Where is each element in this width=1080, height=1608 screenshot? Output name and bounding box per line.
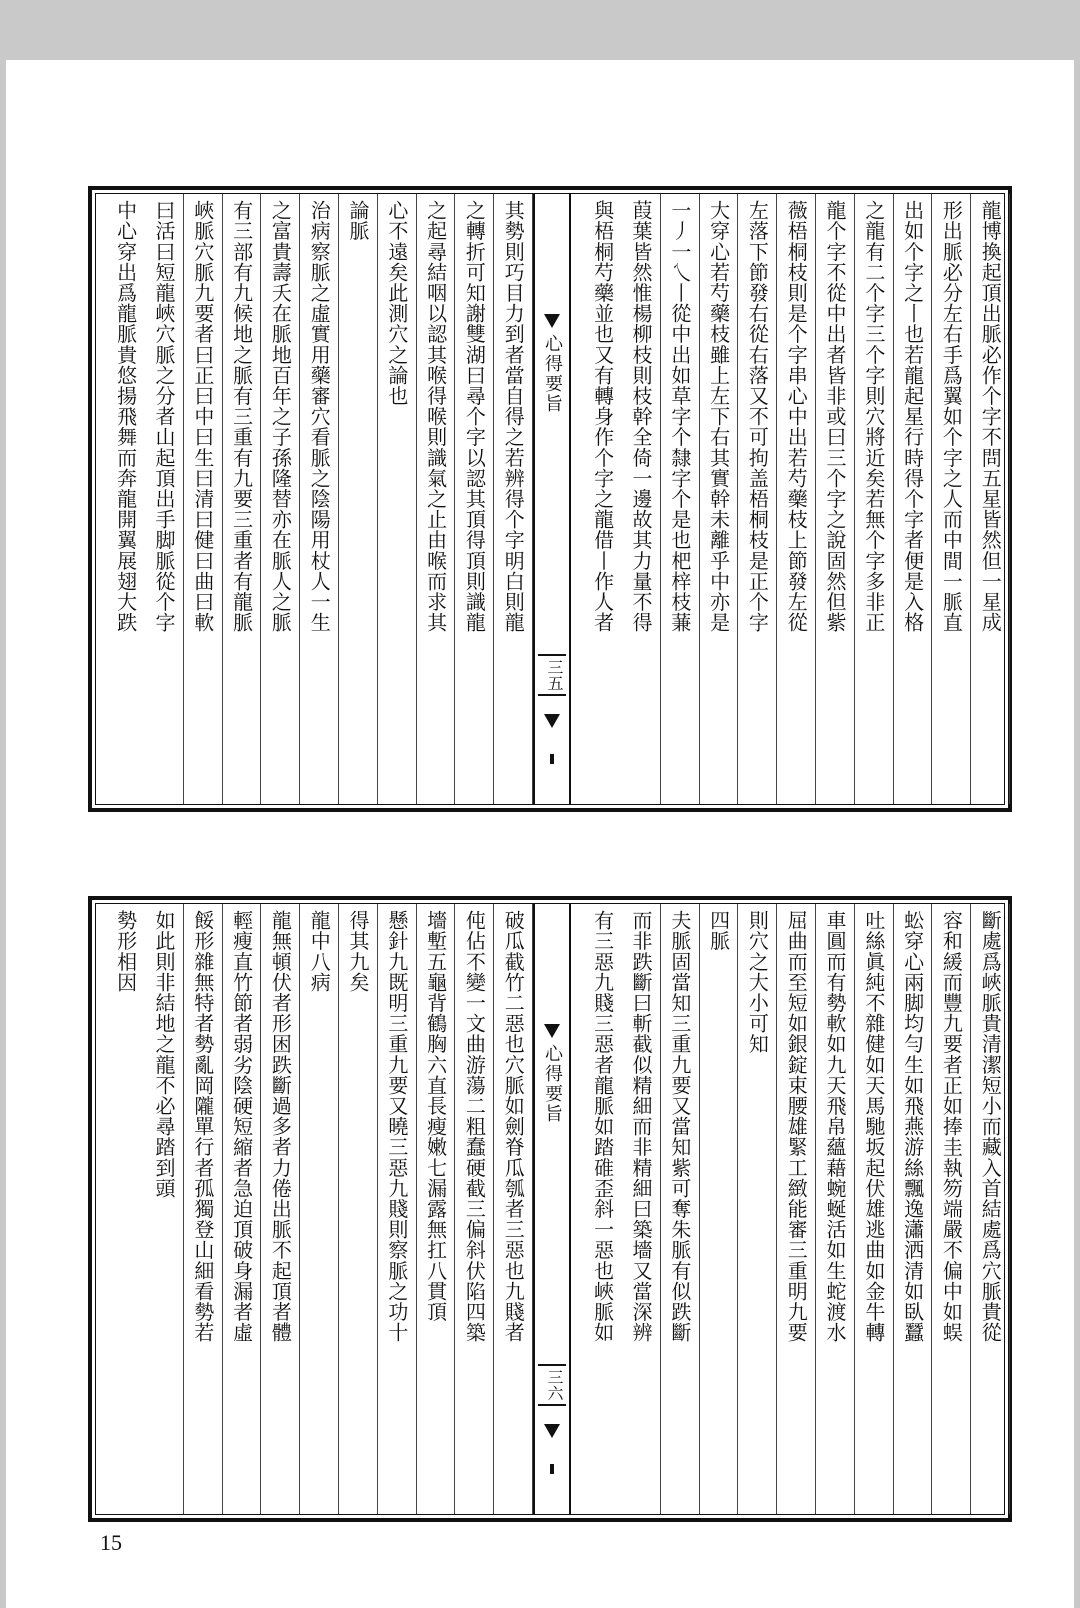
text-column: 車圓而有勢軟如九天飛帛蘊藉蜿蜒活如生蛇渡水	[816, 904, 855, 1514]
text-column: 之轉折可知謝雙湖曰尋个字以認其頂得頂則識龍	[455, 194, 494, 804]
fishtail-mark-icon	[544, 1024, 560, 1038]
text-column: 峽脈穴脈九要者曰正曰中曰生曰清曰健曰曲曰軟	[184, 194, 223, 804]
text-column: 龍無頓伏者形困跌斷過多者力倦出脈不起頂者體	[261, 904, 300, 1514]
text-column: 曰活曰短龍峽穴脈之分者山起頂出手脚脈從个字	[145, 194, 184, 804]
text-column: 屈曲而至短如銀錠束腰雄緊工緻能審三重明九要	[777, 904, 816, 1514]
text-column: 薇梧桐枝則是个字串心中出若芍藥枝上節發左從	[777, 194, 816, 804]
text-column: 之龍有二个字三个字則穴將近矣若無个字多非正	[855, 194, 894, 804]
text-column: 龍个字不從中出者皆非或曰三个字之說固然但紫	[816, 194, 855, 804]
text-column: 蚣穿心兩脚均勻生如飛燕游絲飄逸瀟洒清如臥蠶	[894, 904, 933, 1514]
text-column: 餒形雜無特者勢亂岡隴單行者孤獨登山細看勢若	[184, 904, 223, 1514]
fishtail-mark-icon	[544, 1424, 560, 1438]
left-half-bottom	[96, 904, 533, 1514]
fold-rule	[550, 754, 554, 764]
text-column: 之起尋結咽以認其喉得喉則識氣之止由喉而求其	[417, 194, 456, 804]
section-heading: 論脈	[339, 194, 378, 804]
page-number: 15	[100, 1530, 122, 1555]
text-column: 出如个字之丨也若龍起星行時得个字者便是入格	[894, 194, 933, 804]
text-column: 墻塹五龜背鶴胸六直長瘦嫩七漏露無扛八貫頂	[417, 904, 456, 1514]
text-column: 葭葉皆然惟楊柳枝則枝幹全倚一邊故其力量不得	[622, 194, 661, 804]
top-spread	[88, 186, 1012, 812]
text-column: 而非跌斷曰斬截似精細而非精細曰築墻又當深辨	[622, 904, 661, 1514]
text-column: 如此則非結地之龍不必尋踏到頭	[145, 904, 184, 1514]
text-column: 斷處爲峽脈貴清潔短小而藏入首結處爲穴脈貴從	[971, 904, 1010, 1514]
section-heading: 龍中八病	[300, 904, 339, 1514]
text-column: 有三部有九候地之脈有三重有九要三重者有龍脈	[223, 194, 262, 804]
text-column: 得其九矣	[339, 904, 378, 1514]
fold-rule	[550, 1464, 554, 1474]
text-column: 破瓜截竹二惡也穴脈如劍脊瓜瓠者三惡也九賤者	[494, 904, 533, 1514]
text-column: 懸針九既明三重九要又曉三惡九賤則察脈之功十	[378, 904, 417, 1514]
text-column: 伅佔不變一文曲游蕩二粗蠢硬截三偏斜伏陷四築	[455, 904, 494, 1514]
text-column: 吐絲眞純不雜健如天馬馳坂起伏雄逃曲如金牛轉	[855, 904, 894, 1514]
text-column: 心不遠矣此測穴之論也	[378, 194, 417, 804]
text-column: 中心穿出爲龍脈貴悠揚飛舞而奔龍開翼展翅大跌	[113, 200, 138, 633]
text-column: 一丿一乀丨從中出如草字个隸字个是也杷梓枝蒹	[661, 194, 700, 804]
fishtail-mark-icon	[544, 714, 560, 728]
text-column: 左落下節發右從右落又不可拘盖梧桐枝是正个字	[738, 194, 777, 804]
folio-number: 三五	[538, 654, 566, 696]
section-heading: 勢形相因	[113, 910, 138, 993]
text-column: 與梧桐芍藥並也又有轉身作个字之龍借丨作人者	[590, 200, 615, 633]
text-column: 容和緩而豐九要者正如捧圭執笏端嚴不偏中如蜈	[932, 904, 971, 1514]
center-fold	[533, 904, 571, 1514]
text-column: 有三惡九賤三惡者龍脈如踏碓歪斜一惡也峽脈如	[590, 910, 615, 1343]
bottom-spread	[88, 896, 1012, 1522]
spread-frame	[95, 193, 1005, 805]
text-column: 大穿心若芍藥枝雖上左下右其實幹未離乎中亦是	[700, 194, 739, 804]
running-title: 心得要旨	[542, 334, 563, 414]
folio-number: 三六	[538, 1364, 566, 1406]
text-column: 夫脈固當知三重九要又當知紫可奪朱脈有似跌斷	[661, 904, 700, 1514]
text-column: 治病察脈之虛實用藥審穴看脈之陰陽用杖人一生	[300, 194, 339, 804]
spread-frame	[95, 903, 1005, 1515]
right-half-bottom	[571, 904, 1010, 1514]
right-half-top	[571, 194, 1010, 804]
text-column: 龍博換起頂出脈必作个字不問五星皆然但一星成	[971, 194, 1010, 804]
running-title: 心得要旨	[542, 1044, 563, 1124]
text-column: 輕瘦直竹節者弱劣陰硬短縮者急迫頂破身漏者虛	[223, 904, 262, 1514]
text-column: 之富貴壽夭在脈地百年之子孫隆替亦在脈人之脈	[261, 194, 300, 804]
section-heading: 四脈	[700, 904, 739, 1514]
scanned-page	[6, 60, 1074, 1608]
fishtail-mark-icon	[544, 314, 560, 328]
text-column: 其勢則巧目力到者當自得之若辨得个字明白則龍	[494, 194, 533, 804]
left-half-top	[96, 194, 533, 804]
text-column: 則穴之大小可知	[738, 904, 777, 1514]
center-fold	[533, 194, 571, 804]
text-column: 形出脈必分左右手爲翼如个字之人而中間一脈直	[932, 194, 971, 804]
